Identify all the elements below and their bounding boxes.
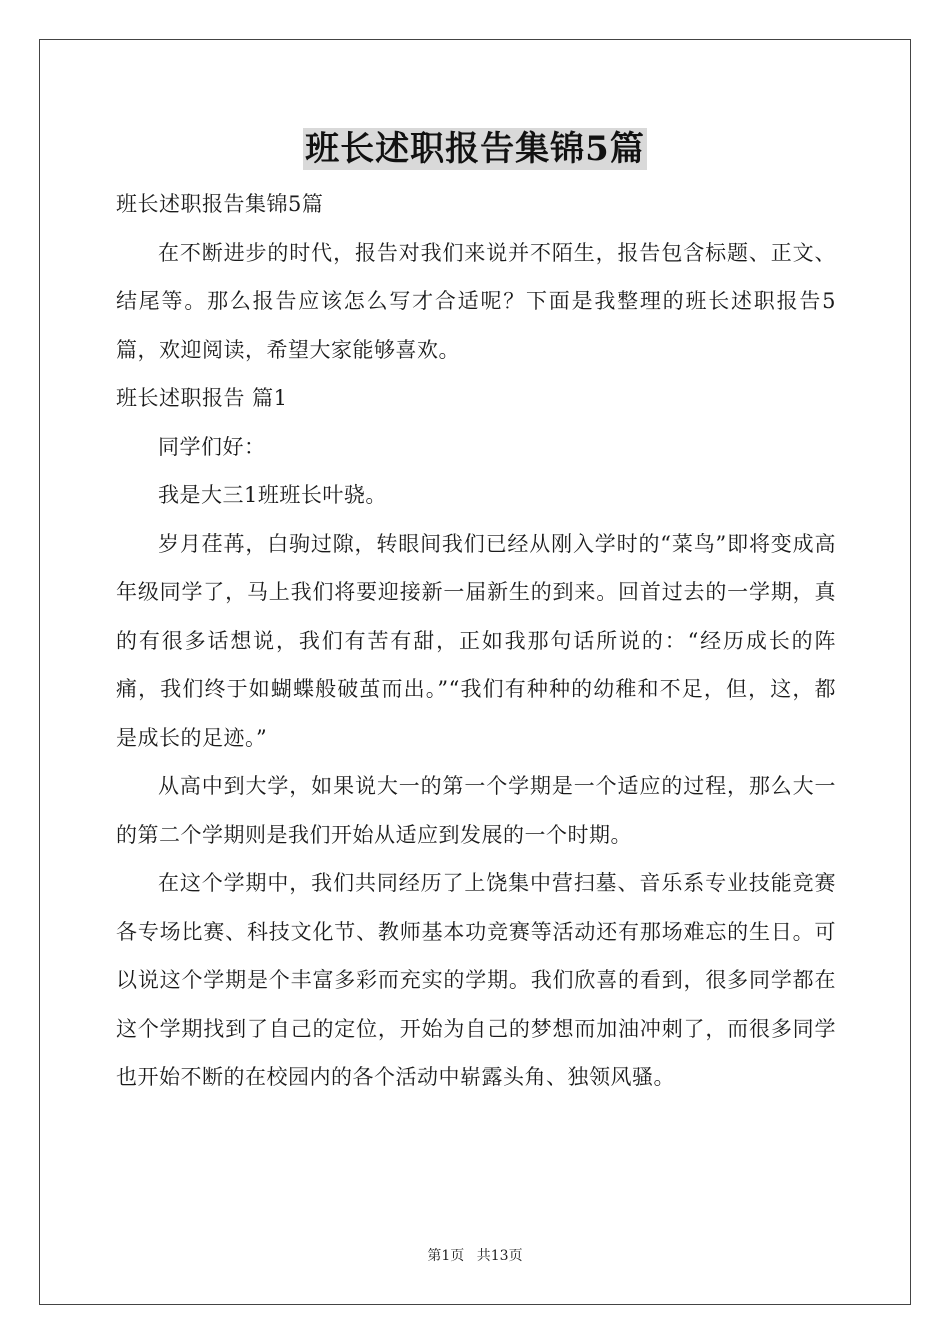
paragraph-body: 岁月荏苒，白驹过隙，转眼间我们已经从刚入学时的“菜鸟”即将变成高年级同学了，马上我们将要迎接新一届新生的到来。回首过去的一学期，真的有很多话想说，我们有苦有甜，正如我那句话所说的：“经历成长的阵痛，我们终于如蝴蝶般破茧而出。”“我们有种种的幼稚和不足，但，这，都是成长的足迹。” (116, 531, 836, 750)
page-footer (0, 1245, 950, 1265)
document-body (116, 180, 836, 1102)
page-total: 共13页 (476, 1248, 523, 1264)
title-container (0, 128, 950, 170)
section-heading: 班长述职报告 篇1 (116, 386, 288, 410)
paragraph-subtitle: 班长述职报告集锦5篇 (116, 192, 324, 216)
paragraph-self-intro: 我是大三1班班长叶骁。 (158, 483, 387, 507)
page-number: 第1页 (427, 1248, 465, 1264)
paragraph-greeting: 同学们好： (158, 434, 266, 459)
paragraph-body: 从高中到大学，如果说大一的第一个学期是一个适应的过程，那么大一的第二个学期则是我们开始从适应到发展的一个时期。 (116, 774, 836, 847)
document-title: 班长述职报告集锦5篇 (305, 129, 645, 169)
paragraph-intro: 在不断进步的时代，报告对我们来说并不陌生，报告包含标题、正文、结尾等。那么报告应该怎么写才合适呢？下面是我整理的班长述职报告5篇，欢迎阅读，希望大家能够喜欢。 (116, 240, 836, 362)
paragraph-body: 在这个学期中，我们共同经历了上饶集中营扫墓、音乐系专业技能竞赛各专场比赛、科技文化节、教师基本功竞赛等活动还有那场难忘的生日。可以说这个学期是个丰富多彩而充实的学期。我们欣喜的看到，很多同学都在这个学期找到了自己的定位，开始为自己的梦想而加油冲刺了，而很多同学也开始不断的在校园内的各个活动中崭露头角、独领风骚。 (116, 871, 836, 1089)
